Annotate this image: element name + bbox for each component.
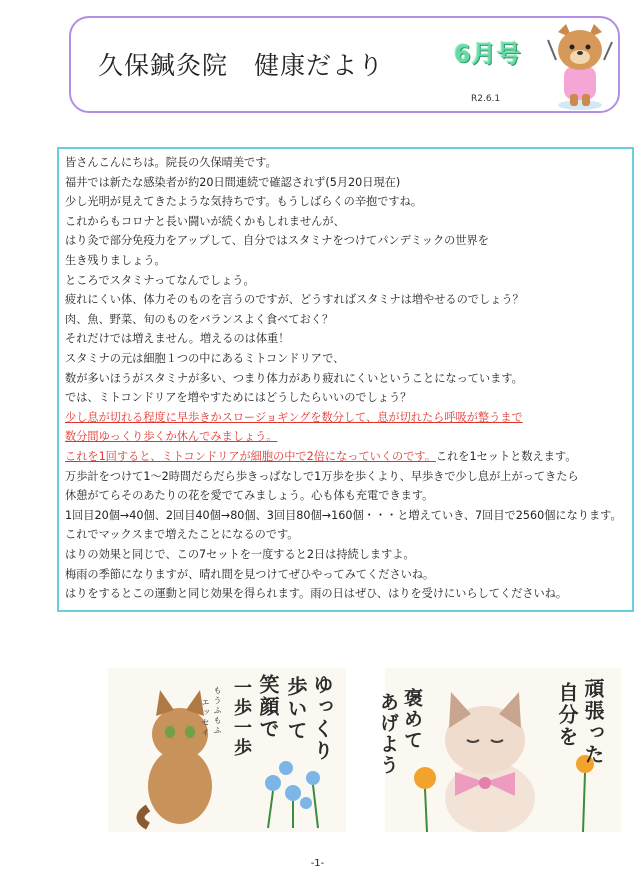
article-line [65,195,422,209]
line-text: では、ミトコンドリアを増やすためにはどうしたらいいのでしょう？ [65,391,412,405]
issue-date: R2.6.1 [471,94,501,104]
article-line [65,568,434,582]
line-text: 皆さんこんにちは。院長の久保晴美です。 [65,156,277,169]
article-line [65,411,523,425]
article-line [65,352,344,366]
line-text: はりをするとこの運動と同じ効果を得られます。雨の日はぜひ、はりを受けにいらしてくださいね。 [65,587,568,601]
article-line [65,372,523,386]
article-line [65,156,277,170]
card-left-line-3: 笑顔で [256,674,280,740]
illustration-cat-ribbon [377,668,621,832]
page-number: -1- [310,858,325,869]
line-text: 1回目20個→40個、2回目40個→80個、3回目80個→160個・・・と増えていき、7回目で2560個になります。 [65,508,622,522]
line-text: 梅雨の季節になりますが、晴れ間を見つけてぜひやってみてくださいね。 [65,567,435,581]
card-left-line-1: ゆっくり [310,674,334,762]
card-left-signature-1: もうふもふ [213,686,222,736]
article-line [65,587,567,601]
newsletter-title: 久保鍼灸院 健康だより [98,51,385,80]
line-text: はり灸で部分免疫力をアップして、自分ではスタミナをつけてパンデミックの世界を [65,234,489,248]
line-text: 生き残りましょう。 [65,254,166,267]
card-right-line-4: あげよう [377,692,399,776]
header-banner [69,16,620,113]
article-line [65,470,579,484]
article-line [65,176,400,190]
article-line [65,293,524,307]
line-text: それだけでは増えません。増えるのは体重！ [65,332,290,346]
line-text: 万歩計をつけて1～2時間だらだら歩きっぱなしで1万歩を歩くより、早歩きで少し息が上がってきたら [65,469,579,483]
highlighted-text: 少し息が切れる程度に早歩きかスロージョギングを数分して、息が切れたら呼吸が整うまで [65,410,523,424]
line-text: はりの効果と同じで、この7セットを一度すると2日は持続しますよ。 [65,548,415,561]
card-right-line-2: 自分を [555,682,579,748]
line-text: 福井では新たな感染者が約20日間連続で確認されず(5月20日現在) [65,175,401,189]
highlighted-text: 数分間ゆっくり歩くか休んでみましょう。 [65,430,278,444]
article-line [65,489,433,503]
card-right-line-1: 頑張った [581,678,605,766]
line-text: これを1セットと数えます。 [435,450,577,463]
article-line [65,254,166,268]
line-text: 少し光明が見えてきたような気持ちです。もうしばらくの辛抱ですね。 [65,195,422,209]
line-text: これでマックスまで増えたことになるのです。 [65,528,299,542]
article-line [65,528,298,542]
line-text: 疲れにくい体、体力そのものを言うのですが、どうすればスタミナは増やせるのでしょう？ [65,293,524,307]
card-left-line-2: 歩いて [284,676,308,742]
mascot-illustration [544,20,616,112]
article-line [65,215,345,229]
article-line [65,450,576,464]
line-text: スタミナの元は細胞１つの中にあるミトコンドリアで、 [65,352,345,365]
illustration-cat-tabby [108,668,346,832]
article-line [65,274,255,288]
article-line [65,313,333,327]
line-text: 休憩がてらそのあたりの花を愛でてみましょう。心も体も充電できます。 [65,489,434,503]
highlighted-text: これを1回すると、ミトコンドリアが細胞の中で2倍になっていくのです。 [65,450,436,463]
line-text: これからもコロナと長い闘いが続くかもしれませんが、 [65,214,345,228]
article-line [65,430,277,444]
article-line [65,509,622,523]
article-line [65,234,489,248]
card-left-line-4: 一歩一歩 [231,678,252,758]
card-left-signature-2: エッセイ [201,698,210,738]
line-text: 肉、魚、野菜、旬のものをバランスよく食べておく？ [65,312,334,326]
article-line [65,332,289,346]
line-text: 数が多いほうがスタミナが多い、つまり体力があり疲れにくいということになっています。 [65,371,523,385]
card-right-line-3: 褒めて [401,688,423,751]
article-line [65,548,415,562]
issue-label: 6月号 [454,40,522,68]
article-line [65,391,411,405]
line-text: ところでスタミナってなんでしょう。 [65,273,255,287]
article-box [57,147,634,612]
